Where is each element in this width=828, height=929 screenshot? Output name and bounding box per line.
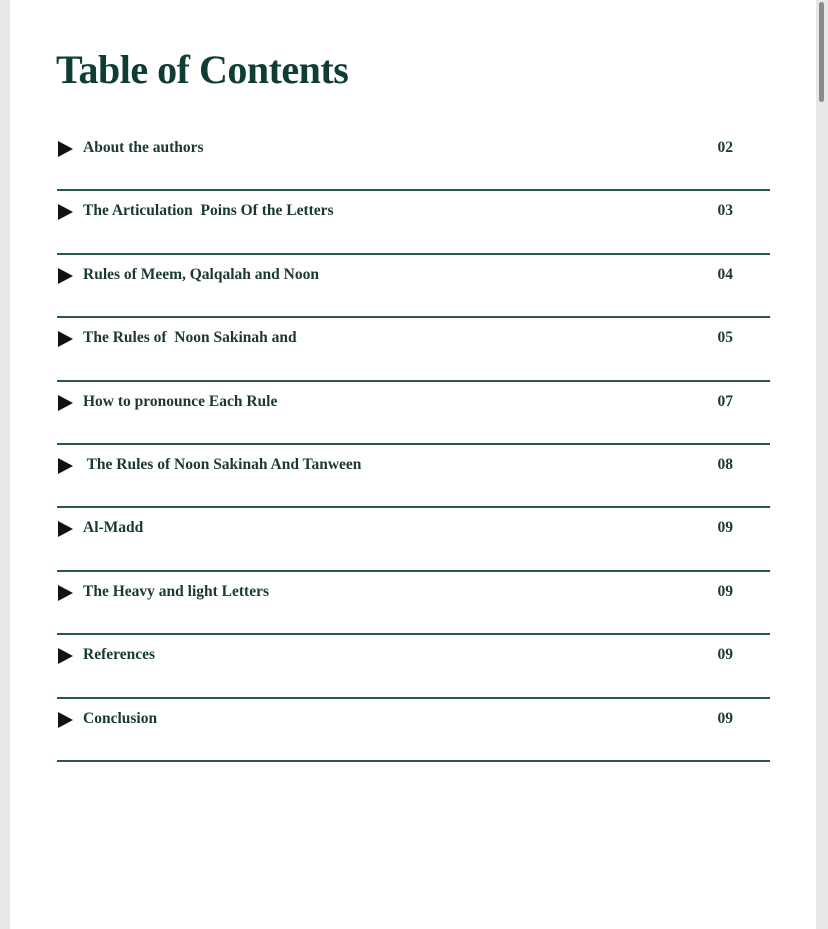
scrollbar-thumb[interactable] — [819, 2, 824, 102]
document-page — [10, 0, 816, 929]
toc-entry-label: The Rules of Noon Sakinah And Tanween — [83, 455, 362, 473]
toc-entry-label: The Heavy and light Letters — [83, 582, 269, 600]
toc-entry-page: 05 — [717, 329, 733, 347]
play-arrow-icon — [58, 712, 73, 728]
toc-entry[interactable] — [57, 508, 770, 571]
toc-entry-page: 02 — [717, 139, 733, 156]
toc-entry-label: References — [83, 646, 156, 664]
play-arrow-icon — [58, 648, 73, 664]
vertical-scrollbar[interactable] — [817, 0, 824, 929]
toc-entry[interactable] — [57, 382, 770, 445]
toc-entry-page: 07 — [717, 392, 733, 410]
toc-entry-page: 08 — [717, 455, 733, 473]
toc-entry[interactable] — [57, 255, 770, 318]
toc-entry[interactable] — [57, 128, 770, 191]
toc-entry-page: 09 — [717, 709, 733, 727]
toc-entry-page: 09 — [717, 519, 733, 537]
toc-entry-page: 04 — [717, 265, 733, 283]
table-of-contents — [57, 128, 770, 762]
play-arrow-icon — [58, 395, 73, 411]
toc-entry-page: 09 — [717, 646, 733, 664]
toc-entry-label: The Rules of Noon Sakinah and — [83, 329, 297, 347]
toc-entry[interactable] — [57, 699, 770, 762]
play-arrow-icon — [58, 268, 73, 284]
toc-entry-page: 03 — [717, 202, 733, 220]
toc-entry[interactable] — [57, 635, 770, 698]
toc-entry[interactable] — [57, 318, 770, 381]
play-arrow-icon — [58, 585, 73, 601]
toc-entry-label: The Articulation Poins Of the Letters — [83, 202, 334, 220]
toc-entry[interactable] — [57, 445, 770, 508]
toc-entry-label: Conclusion — [83, 709, 158, 727]
toc-entry[interactable] — [57, 191, 770, 254]
toc-entry-page: 09 — [717, 582, 733, 600]
toc-entry-label: About the authors — [83, 139, 204, 156]
toc-entry-label: How to pronounce Each Rule — [83, 392, 278, 410]
toc-entry-label: Al-Madd — [83, 519, 144, 537]
play-arrow-icon — [58, 141, 73, 157]
play-arrow-icon — [58, 331, 73, 347]
play-arrow-icon — [58, 204, 73, 220]
page-title: Table of Contents — [56, 47, 349, 92]
toc-entry[interactable] — [57, 572, 770, 635]
play-arrow-icon — [58, 521, 73, 537]
toc-entry-label: Rules of Meem, Qalqalah and Noon — [83, 265, 319, 283]
play-arrow-icon — [58, 458, 73, 474]
